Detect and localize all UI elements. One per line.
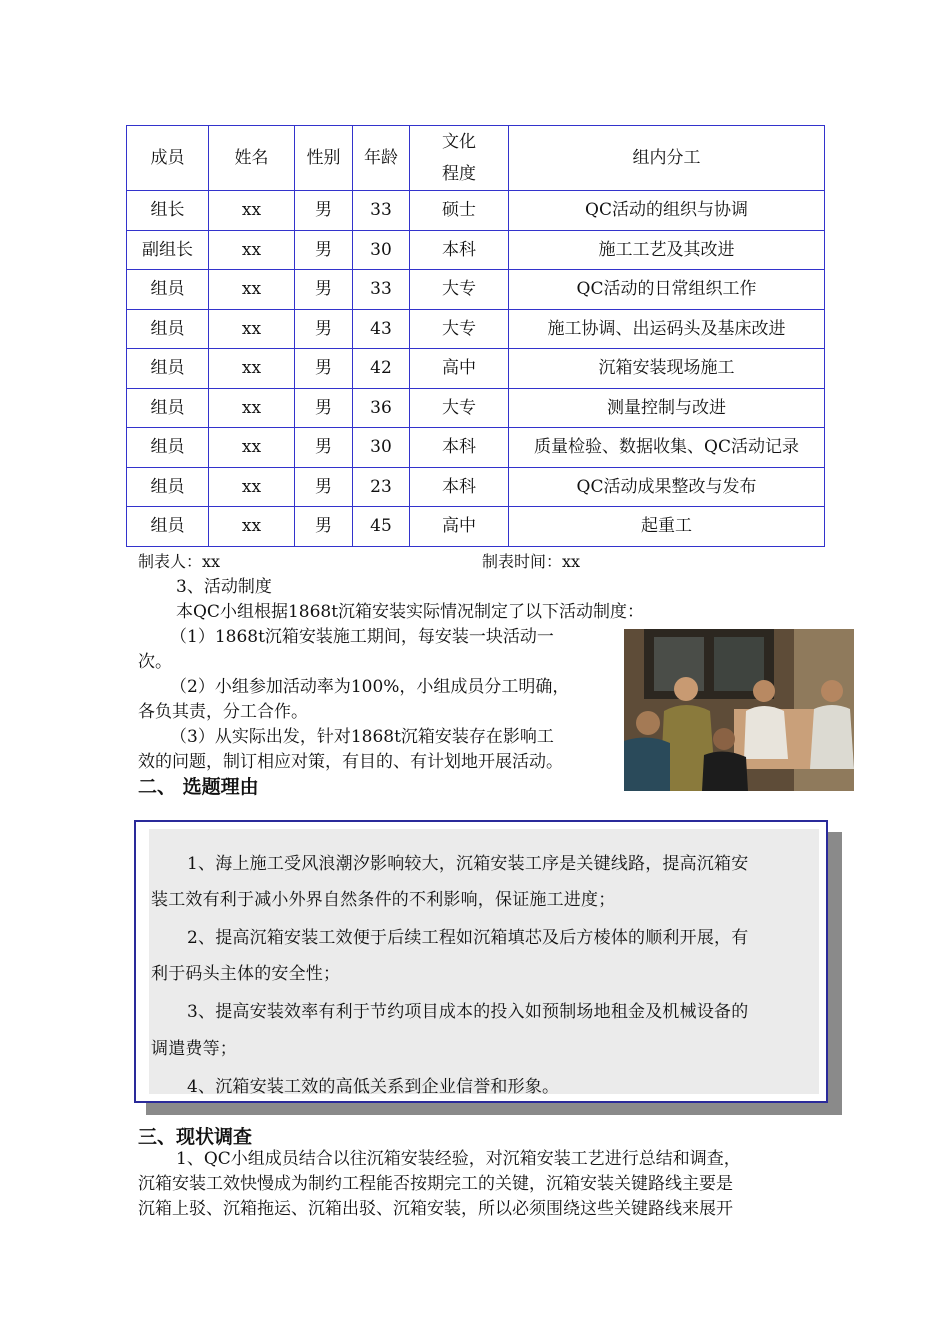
cell-education: 硕士 <box>410 191 509 231</box>
cell-age: 33 <box>353 270 410 310</box>
cell-education: 本科 <box>410 230 509 270</box>
rule-1-line2: 次。 <box>138 652 172 672</box>
cell-role: 组员 <box>127 349 209 389</box>
section-title-activity-rules: 3、活动制度 <box>176 577 272 597</box>
cell-duty: 施工协调、出运码头及基床改进 <box>509 309 825 349</box>
cell-education: 本科 <box>410 467 509 507</box>
rules-intro: 本QC小组根据1868t沉箱安装实际情况制定了以下活动制度： <box>176 602 645 622</box>
cell-role: 组员 <box>127 507 209 547</box>
member-table <box>126 125 825 547</box>
table-header-row <box>127 126 825 191</box>
cell-age: 36 <box>353 388 410 428</box>
reason-1-line2: 装工效有利于减小外界自然条件的不利影响，保证施工进度； <box>151 890 616 910</box>
status-line2: 沉箱安装工效快慢成为制约工程能否按期完工的关键，沉箱安装关键路线主要是 <box>138 1174 733 1194</box>
cell-name: xx <box>209 309 295 349</box>
rule-3-line1: （3）从实际出发，针对1868t沉箱安装存在影响工 <box>170 727 554 747</box>
cell-name: xx <box>209 270 295 310</box>
table-row <box>127 388 825 428</box>
cell-age: 33 <box>353 191 410 231</box>
table-row <box>127 191 825 231</box>
cell-gender: 男 <box>295 467 353 507</box>
cell-name: xx <box>209 349 295 389</box>
cell-role: 副组长 <box>127 230 209 270</box>
cell-gender: 男 <box>295 507 353 547</box>
heading-status-survey: 三、现状调查 <box>138 1126 253 1148</box>
reason-2-line1: 2、提高沉箱安装工效便于后续工程如沉箱填芯及后方棱体的顺利开展，有 <box>187 928 749 948</box>
status-line3: 沉箱上驳、沉箱拖运、沉箱出驳、沉箱安装，所以必须围绕这些关键路线来展开 <box>138 1199 733 1219</box>
heading-topic-reasons: 二、 选题理由 <box>138 776 259 798</box>
status-line1: 1、QC小组成员结合以往沉箱安装经验，对沉箱安装工艺进行总结和调查， <box>176 1149 741 1169</box>
cell-role: 组员 <box>127 270 209 310</box>
cell-duty: 施工工艺及其改进 <box>509 230 825 270</box>
table-row <box>127 428 825 468</box>
table-row <box>127 467 825 507</box>
cell-gender: 男 <box>295 349 353 389</box>
reasons-box <box>134 820 828 1103</box>
cell-role: 组员 <box>127 309 209 349</box>
cell-education: 高中 <box>410 349 509 389</box>
reason-3-line2: 调遣费等； <box>151 1039 237 1059</box>
cell-role: 组员 <box>127 428 209 468</box>
cell-duty: 起重工 <box>509 507 825 547</box>
team-meeting-photo <box>624 629 854 791</box>
cell-name: xx <box>209 507 295 547</box>
cell-gender: 男 <box>295 230 353 270</box>
cell-education: 高中 <box>410 507 509 547</box>
cell-duty: 测量控制与改进 <box>509 388 825 428</box>
table-date: 制表时间：xx <box>482 552 581 571</box>
cell-gender: 男 <box>295 428 353 468</box>
header-cell: 性别 <box>295 126 353 191</box>
cell-duty: 沉箱安装现场施工 <box>509 349 825 389</box>
cell-age: 23 <box>353 467 410 507</box>
table-row <box>127 507 825 547</box>
cell-age: 42 <box>353 349 410 389</box>
header-cell: 成员 <box>127 126 209 191</box>
reason-3-line1: 3、提高安装效率有利于节约项目成本的投入如预制场地租金及机械设备的 <box>187 1002 749 1022</box>
reason-2-line2: 利于码头主体的安全性； <box>151 964 341 984</box>
cell-name: xx <box>209 428 295 468</box>
header-cell: 年龄 <box>353 126 410 191</box>
reasons-box-inner <box>149 829 819 1097</box>
cell-gender: 男 <box>295 270 353 310</box>
cell-age: 45 <box>353 507 410 547</box>
cell-duty: QC活动的组织与协调 <box>509 191 825 231</box>
cell-name: xx <box>209 230 295 270</box>
cell-age: 30 <box>353 230 410 270</box>
reason-1-line1: 1、海上施工受风浪潮汐影响较大，沉箱安装工序是关键线路，提高沉箱安 <box>187 854 749 874</box>
cell-education: 大专 <box>410 270 509 310</box>
cell-education: 大专 <box>410 388 509 428</box>
rule-2-line1: （2）小组参加活动率为100%，小组成员分工明确， <box>170 677 570 697</box>
cell-age: 43 <box>353 309 410 349</box>
cell-duty: 质量检验、数据收集、QC活动记录 <box>509 428 825 468</box>
rule-1-line1: （1）1868t沉箱安装施工期间，每安装一块活动一 <box>170 627 554 647</box>
cell-name: xx <box>209 467 295 507</box>
table-row <box>127 349 825 389</box>
cell-gender: 男 <box>295 309 353 349</box>
cell-education: 大专 <box>410 309 509 349</box>
team-meeting-illustration <box>624 629 854 791</box>
table-row <box>127 309 825 349</box>
cell-role: 组员 <box>127 388 209 428</box>
cell-duty: QC活动的日常组织工作 <box>509 270 825 310</box>
header-cell: 组内分工 <box>509 126 825 191</box>
cell-age: 30 <box>353 428 410 468</box>
table-author: 制表人：xx <box>138 552 221 571</box>
cell-role: 组长 <box>127 191 209 231</box>
header-cell: 姓名 <box>209 126 295 191</box>
cell-gender: 男 <box>295 388 353 428</box>
cell-gender: 男 <box>295 191 353 231</box>
table-row <box>127 270 825 310</box>
rule-3-line2: 效的问题，制订相应对策，有目的、有计划地开展活动。 <box>138 752 563 772</box>
rule-2-line2: 各负其责，分工合作。 <box>138 702 308 722</box>
reason-4-line1: 4、沉箱安装工效的高低关系到企业信誉和形象。 <box>187 1077 560 1097</box>
header-edu-line2: 程度 <box>442 164 476 184</box>
cell-education: 本科 <box>410 428 509 468</box>
cell-role: 组员 <box>127 467 209 507</box>
table-row <box>127 230 825 270</box>
cell-name: xx <box>209 191 295 231</box>
header-edu-line1: 文化 <box>442 132 476 152</box>
header-cell-education <box>410 126 509 191</box>
cell-name: xx <box>209 388 295 428</box>
cell-duty: QC活动成果整改与发布 <box>509 467 825 507</box>
